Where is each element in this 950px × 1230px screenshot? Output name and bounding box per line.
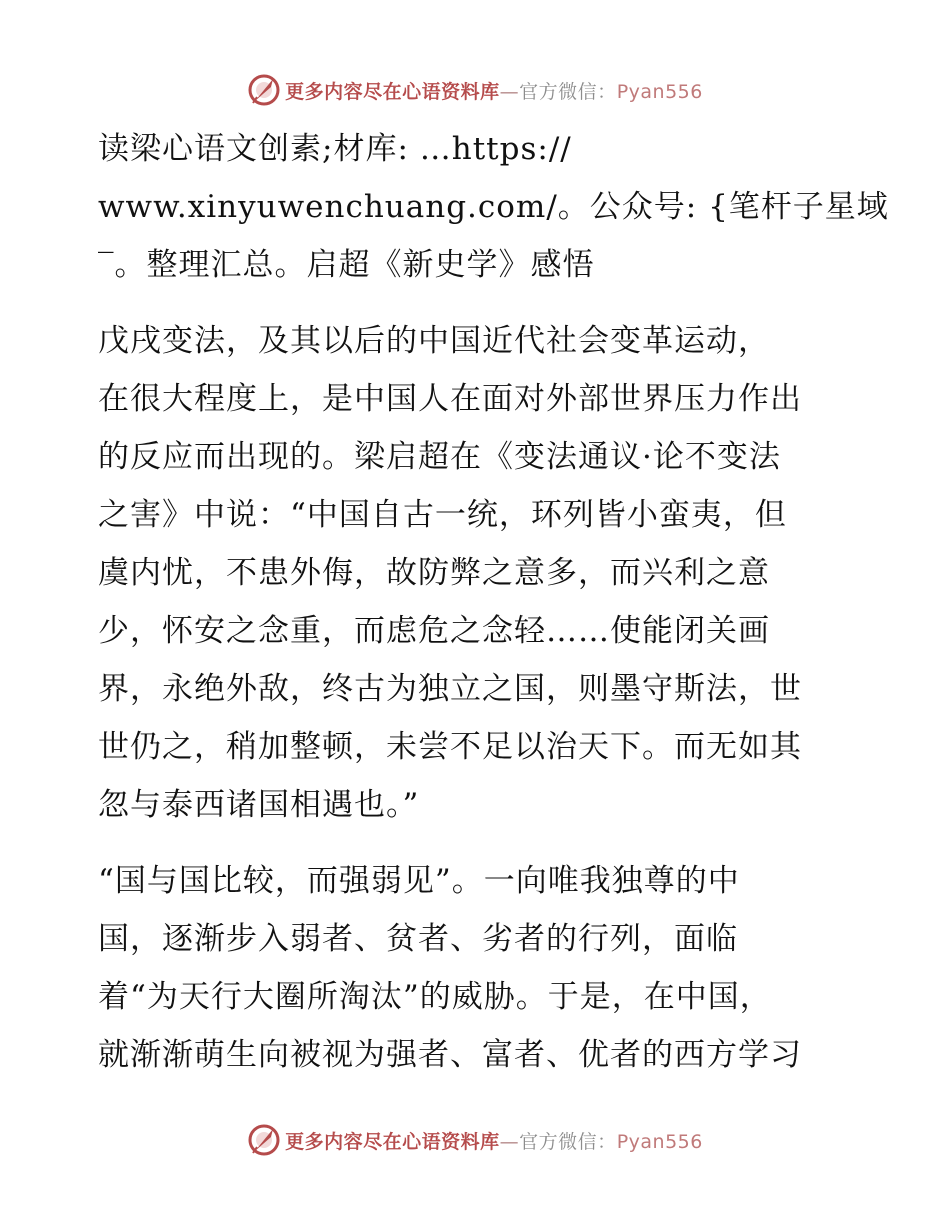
paragraph-comparison (98, 852, 858, 1084)
text-line: 虞内忧，不患外侮，故防弊之意多，而兴利之意 (98, 555, 770, 591)
quill-logo-icon (247, 73, 281, 107)
banner-brand: 更多内容尽在心语资料库 (285, 1130, 500, 1153)
banner-wechat-label: 官方微信： (519, 80, 617, 103)
text-line: 世仍之，稍加整顿，未尝不足以治天下。而无如其 (98, 729, 802, 765)
quill-logo-icon (247, 1123, 281, 1157)
banner-wechat-label: 官方微信： (519, 1130, 617, 1153)
paragraph-reform (98, 312, 858, 834)
text-line: ‾。整理汇总。启超《新史学》感悟 (98, 247, 595, 283)
banner-dash: — (499, 80, 520, 103)
document-body (98, 120, 889, 1102)
text-line: “国与国比较，而强弱见”。一向唯我独尊的中 (98, 863, 740, 899)
header-banner (0, 70, 950, 110)
text-line: 界，永绝外敌，终古为独立之国，则墨守斯法，世 (98, 671, 802, 707)
footer-banner (0, 1120, 950, 1160)
paragraph-intro (98, 120, 889, 294)
footer-banner-text (285, 1127, 703, 1154)
banner-brand: 更多内容尽在心语资料库 (285, 80, 500, 103)
text-line: 之害》中说：“中国自古一统，环列皆小蛮夷，但 (98, 497, 787, 533)
text-line: 戊戌变法，及其以后的中国近代社会变革运动， (98, 323, 770, 359)
text-line: 少，怀安之念重，而虑危之念轻……使能闭关画 (98, 613, 770, 649)
text-line: 的反应而出现的。梁启超在《变法通议·论不变法 (98, 439, 781, 475)
text-line: www.xinyuwenchuang.com/。公众号: {笔杆子星域 (98, 189, 889, 225)
banner-handle: Pyan556 (616, 1130, 703, 1153)
text-line: 读梁心语文创素;材库: …https:// (98, 131, 572, 167)
text-line: 在很大程度上，是中国人在面对外部世界压力作出 (98, 381, 802, 417)
header-banner-text (285, 77, 703, 104)
text-line: 忽与泰西诸国相遇也。” (98, 787, 420, 823)
banner-handle: Pyan556 (616, 80, 703, 103)
text-line: 着“为天行大圈所淘汰”的威胁。于是，在中国， (98, 979, 772, 1015)
text-line: 国，逐渐步入弱者、贫者、劣者的行列，面临 (98, 921, 738, 957)
banner-dash: — (499, 1130, 520, 1153)
text-line: 就渐渐萌生向被视为强者、富者、优者的西方学习 (98, 1037, 802, 1073)
